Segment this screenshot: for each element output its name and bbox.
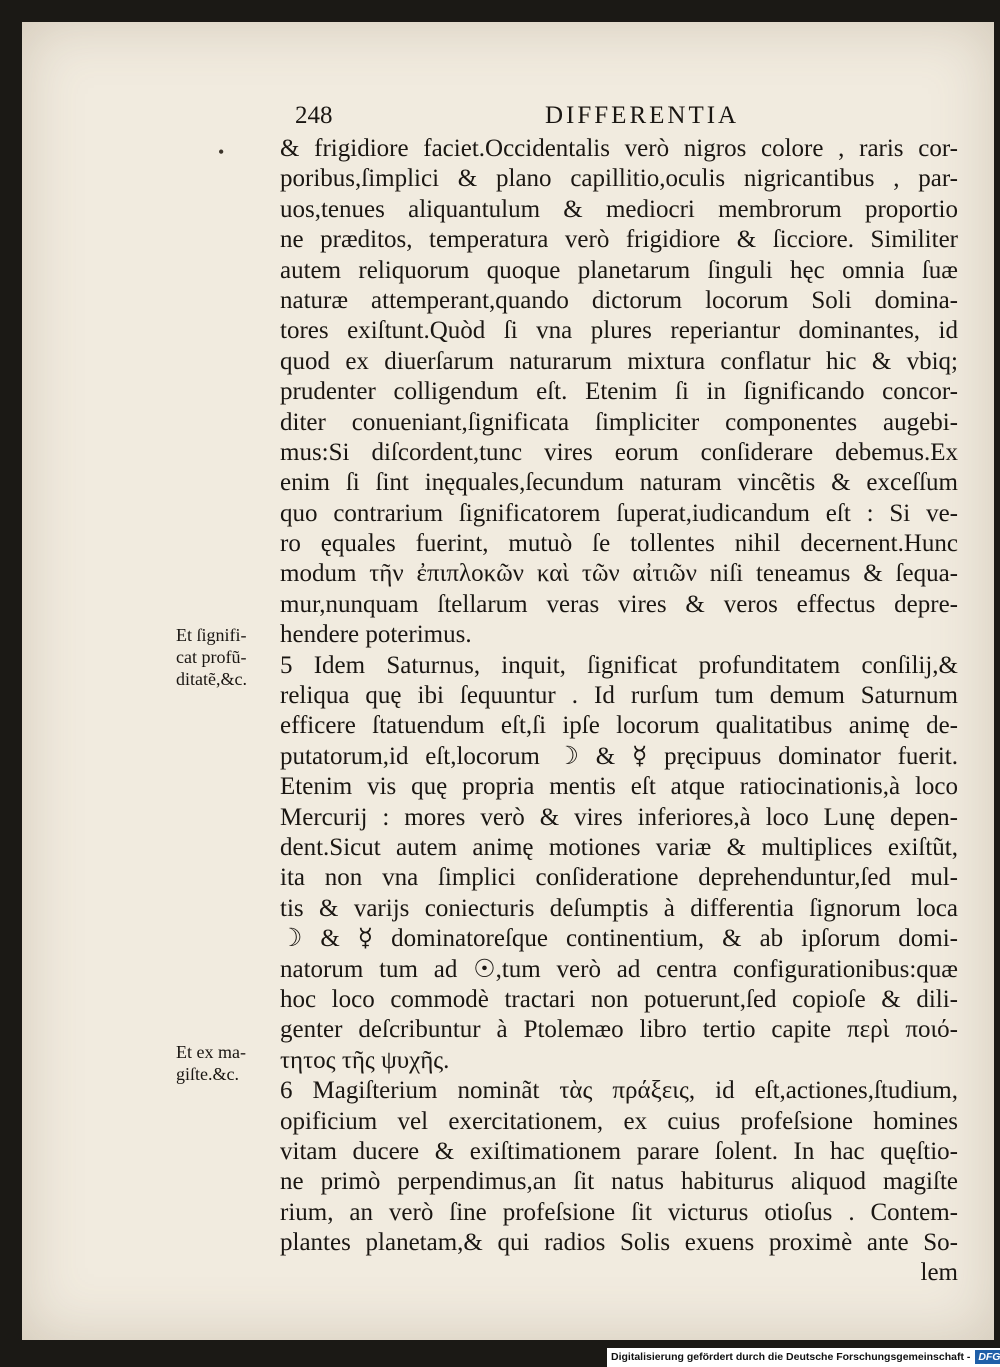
margin-note-line: ditatẽ,&c.	[176, 669, 247, 689]
text-line: diter conueniant,ſignificata ſimpliciter componentes augebi-	[280, 408, 958, 436]
text-line: & frigidiore faciet.Occidentalis verò nigros colore , raris cor-	[280, 135, 958, 162]
text-line: ne primò perpendimus,an ſit natus habiturus aliquod magiſte	[280, 1168, 958, 1196]
ink-mark: •	[218, 142, 225, 162]
text-line: poribus,ſimplici & plano capillitio,oculis nigricantibus , par-	[280, 165, 958, 193]
book-page	[22, 22, 994, 1340]
text-line: 6 Magiſterium nominãt τὰς πράξεις, id eſt,actiones,ſtudium,	[280, 1077, 958, 1105]
text-line: quod ex diuerſarum naturarum mixtura conflatur hic & vbiq;	[280, 347, 958, 375]
margin-note	[176, 624, 276, 690]
text-line: efficere ſtatuendum eſt,ſi ipſe locorum qualitatibus animę de-	[280, 712, 958, 740]
margin-note-line: Et ſignifi-	[176, 625, 247, 645]
text-line: hoc loco commodè tractari non potuerunt,ſed copioſe & dili-	[280, 985, 958, 1013]
page-number: 248	[295, 102, 333, 129]
text-line: autem reliquorum quoque planetarum ſinguli hęc omnia ſuæ	[280, 256, 958, 284]
text-line: putatorum,id eſt,locorum ☽ & ☿ pręcipuus dominator fuerit.	[280, 742, 958, 770]
text-line: mus:Si diſcordent,tunc vires eorum conſiderare debemus.Ex	[280, 438, 958, 466]
text-line: τητος τῆς ψυχῆς.	[280, 1046, 450, 1074]
text-line: tis & varijs coniecturis deſumptis à differentia ſignorum loca	[280, 894, 958, 922]
text-line: naturæ attemperant,quando dictorum locorum Soli domina-	[280, 286, 958, 314]
text-line: ro ęquales fuerint, mutuò ſe tollentes nihil decernent.Hunc	[280, 530, 958, 558]
text-line: uos,tenues aliquantulum & mediocri membrorum proportio	[280, 195, 958, 223]
text-line: quo contrarium ſignificatorem ſuperat,iudicandum eſt : Si ve-	[280, 499, 958, 527]
text-line: lem	[920, 1259, 958, 1287]
margin-note-line: Et ex ma-	[176, 1042, 246, 1062]
dfg-logo[interactable]: DFG	[975, 1350, 1000, 1364]
text-line: tores exiſtunt.Quòd ſi vna plures reperiantur dominantes, id	[280, 317, 958, 345]
text-line: ne præditos, temperatura verò frigidiore & ſicciore. Similiter	[280, 226, 958, 254]
footer-text: Digitalisierung gefördert durch die Deutsche Forschungsgemeinschaft -	[611, 1351, 971, 1363]
text-line: Etenim vis quę propria mentis eſt atque ratiocinationis,à loco	[280, 773, 958, 801]
running-head	[287, 102, 947, 132]
body-text	[280, 134, 958, 1289]
margin-note-line: giſte.&c.	[176, 1064, 239, 1084]
text-line: natorum tum ad ☉,tum verò ad centra configurationibus:quæ	[280, 955, 958, 983]
text-line: mur,nunquam ſtellarum veras vires & veros effectus depre-	[280, 590, 958, 618]
text-line: rium, an verò ſine profeſsione ſit victurus otioſus . Contem-	[280, 1198, 958, 1226]
text-line: enim ſi ſint inęquales,ſecundum naturam vincẽtis & exceſſum	[280, 469, 958, 497]
text-line: opificium vel exercitationem, ex cuius profeſsione homines	[280, 1107, 958, 1135]
text-line: dent.Sicut autem animę motiones variæ & multiplices exiſtũt,	[280, 833, 958, 861]
text-line: hendere poterimus.	[280, 621, 472, 649]
text-line: ita non vna ſimplici conſideratione deprehenduntur,ſed mul-	[280, 864, 958, 892]
text-line: plantes planetam,& qui radios Solis exuens proximè ante So-	[280, 1229, 958, 1257]
margin-note-line: cat profũ-	[176, 647, 247, 667]
text-line: Mercurij : mores verò & vires inferiores,à loco Lunę depen-	[280, 803, 958, 831]
text-line: reliqua quę ibi ſequuntur . Id rurſum tum demum Saturnum	[280, 682, 958, 710]
text-line: ☽ & ☿ dominatoreſque continentium, & ab ipſorum domi-	[280, 925, 958, 953]
margin-note	[176, 1041, 276, 1085]
text-line: modum τῆν ἐπιπλοκῶν καὶ τῶν αἰτιῶν niſi teneamus & ſequa-	[280, 560, 958, 588]
text-line: prudenter colligendum eſt. Etenim ſi in ſignificando concor-	[280, 378, 958, 406]
text-line: vitam ducere & exiſtimationem parare ſolent. In hac quęſtio-	[280, 1137, 958, 1165]
text-line: 5 Idem Saturnus, inquit, ſignificat profunditatem conſilij,&	[280, 651, 958, 679]
text-line: genter deſcribuntur à Ptolemæo libro tertio capite περὶ ποιό-	[280, 1016, 958, 1044]
digitization-footer	[607, 1348, 1000, 1367]
running-title: DIFFERENTIA	[545, 102, 740, 129]
